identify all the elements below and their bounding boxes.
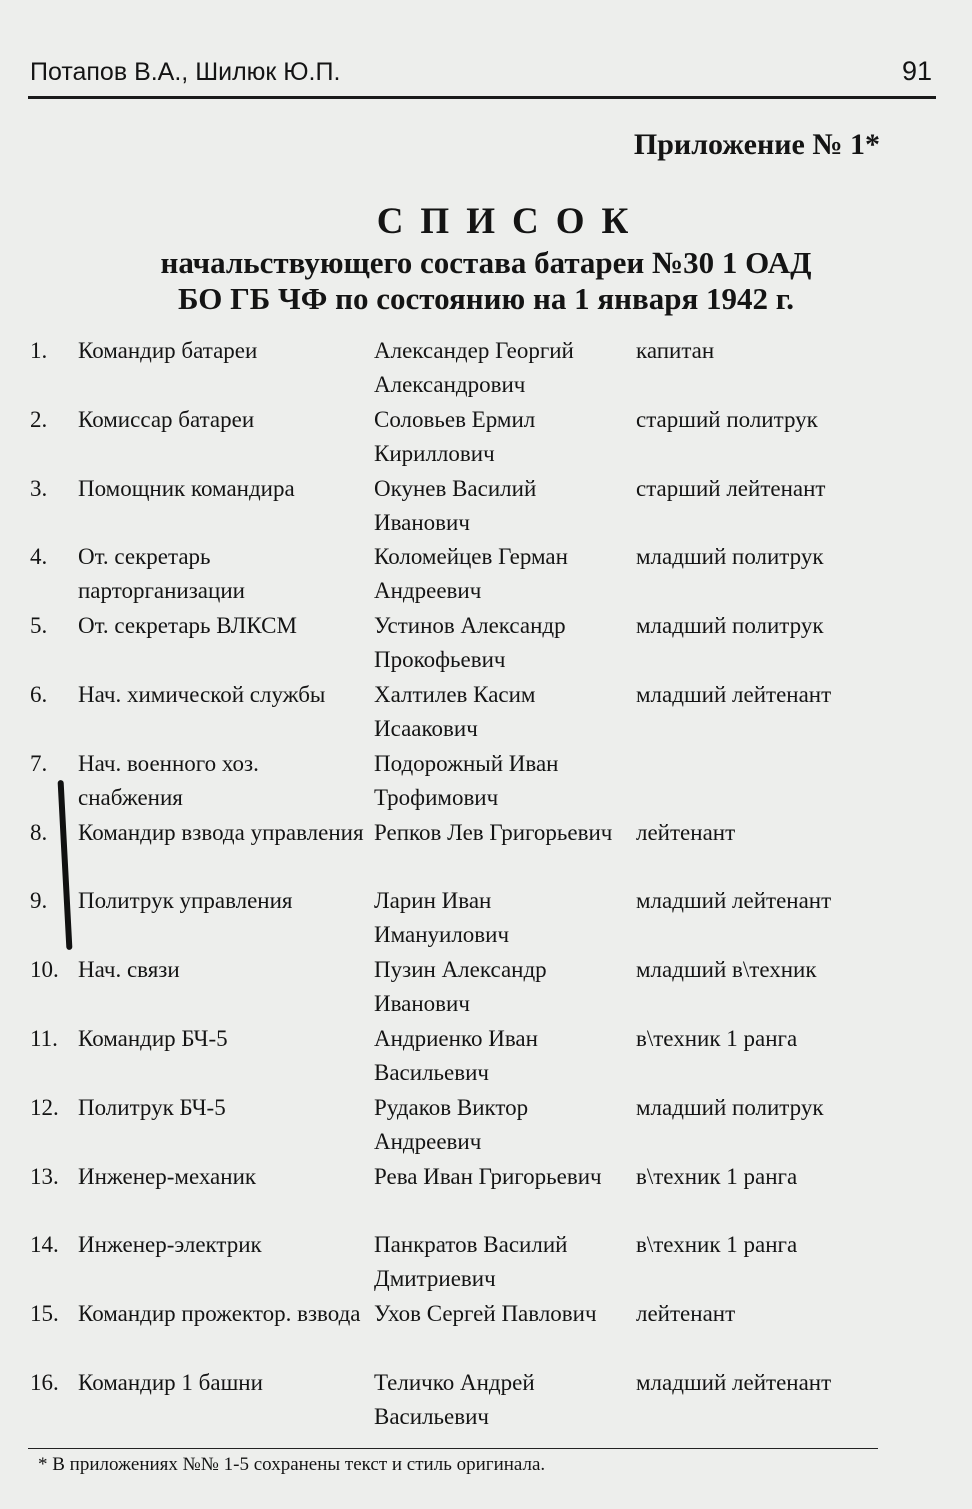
document-subtitle-line-1: начальствующего состава батареи №30 1 ОАД — [160, 245, 812, 280]
list-item — [0, 674, 972, 743]
footnote-divider — [28, 1448, 878, 1449]
item-number: 14. — [30, 1232, 59, 1258]
item-name: Рева Иван Григорьевич — [374, 1163, 602, 1189]
item-rank: младший лейтенант — [636, 681, 832, 707]
item-rank: старший политрук — [636, 406, 818, 432]
item-name: Ларин Иван Имануилович — [374, 888, 510, 948]
document-title: СПИСОК — [376, 201, 646, 242]
item-rank: младший политрук — [636, 544, 824, 570]
list-item — [0, 743, 972, 812]
list-item — [0, 399, 972, 468]
item-number: 16. — [30, 1369, 59, 1395]
list-item — [0, 1087, 972, 1156]
item-rank: младший лейтенант — [636, 1369, 832, 1395]
item-number: 12. — [30, 1094, 59, 1120]
item-name: Ухов Сергей Павлович — [374, 1301, 597, 1327]
item-name: Подорожный Иван Трофимович — [374, 750, 559, 810]
item-name: Коломейцев Герман Андреевич — [374, 544, 568, 604]
footnote: * В приложениях №№ 1-5 сохранены текст и стиль оригинала. — [38, 1454, 546, 1475]
item-name: Окунев Василий Иванович — [374, 475, 537, 535]
personnel-list — [0, 330, 972, 1431]
item-name: Устинов Александр Прокофьевич — [374, 613, 566, 673]
item-number: 9. — [30, 888, 48, 914]
item-rank: старший лейтенант — [636, 475, 826, 501]
list-item — [0, 1156, 972, 1225]
list-item — [0, 812, 972, 881]
item-number: 15. — [30, 1301, 59, 1327]
item-rank: лейтенант — [636, 819, 736, 845]
item-name: Теличко Андрей Васильевич — [374, 1369, 535, 1429]
list-item — [0, 468, 972, 537]
item-number: 11. — [30, 1025, 58, 1051]
item-rank: младший политрук — [636, 613, 824, 639]
item-number: 5. — [30, 613, 48, 639]
list-item — [0, 605, 972, 674]
item-position: Командир взвода управления — [78, 819, 364, 845]
item-rank: младший лейтенант — [636, 888, 832, 914]
item-position: Командир 1 башни — [78, 1369, 263, 1395]
item-number: 4. — [30, 544, 48, 570]
item-position: Нач. химической службы — [78, 681, 326, 707]
list-item — [0, 949, 972, 1018]
item-name: Халтилев Касим Исаакович — [374, 681, 536, 741]
item-position: Политрук управления — [78, 888, 293, 914]
item-rank: в\техник 1 ранга — [636, 1163, 798, 1189]
item-position: Командир батареи — [78, 338, 258, 363]
item-name: Андриенко Иван Васильевич — [374, 1025, 538, 1085]
item-number: 7. — [30, 750, 48, 776]
list-item — [0, 1224, 972, 1293]
item-number: 10. — [30, 957, 59, 983]
item-rank: младший в\техник — [636, 957, 817, 983]
list-item — [0, 330, 972, 399]
list-item — [0, 880, 972, 949]
item-position: Политрук БЧ-5 — [78, 1094, 226, 1120]
item-rank: в\техник 1 ранга — [636, 1025, 798, 1051]
item-number: 13. — [30, 1163, 59, 1189]
item-position: Нач. военного хоз. снабжения — [78, 750, 259, 810]
item-rank: в\техник 1 ранга — [636, 1232, 798, 1258]
item-name: Репков Лев Григорьевич — [374, 819, 613, 845]
item-position: Нач. связи — [78, 957, 180, 983]
item-number: 6. — [30, 681, 48, 707]
item-position: Инженер-механик — [78, 1163, 257, 1189]
item-position: Командир прожектор. взвода — [78, 1301, 361, 1327]
item-name: Рудаков Виктор Андреевич — [374, 1094, 529, 1154]
page-number: 91 — [901, 56, 932, 86]
item-number: 8. — [30, 819, 48, 845]
item-name: Пузин Александр Иванович — [374, 957, 547, 1017]
item-number: 2. — [30, 406, 48, 432]
item-number: 1. — [30, 338, 48, 363]
item-name: Панкратов Василий Дмитриевич — [374, 1232, 568, 1292]
item-position: От. секретарь парторганизации — [78, 544, 245, 604]
list-item — [0, 1362, 972, 1431]
item-number: 3. — [30, 475, 48, 501]
item-rank: младший политрук — [636, 1094, 824, 1120]
list-item — [0, 536, 972, 605]
appendix-label: Приложение № 1* — [633, 128, 880, 161]
document-subtitle-line-2: БО ГБ ЧФ по состоянию на 1 января 1942 г. — [177, 281, 795, 316]
item-position: Инженер-электрик — [78, 1232, 262, 1258]
item-position: Помощник командира — [78, 475, 295, 501]
list-item — [0, 1018, 972, 1087]
item-name: Соловьев Ермил Кириллович — [374, 406, 536, 466]
item-position: От. секретарь ВЛКСМ — [78, 613, 297, 639]
item-name: Александер Георгий Александрович — [374, 338, 574, 397]
running-header — [28, 52, 936, 99]
list-item — [0, 1293, 972, 1362]
item-rank: капитан — [636, 338, 715, 363]
item-position: Комиссар батареи — [78, 406, 255, 432]
header-authors: Потапов В.А., Шилюк Ю.П. — [30, 58, 341, 86]
item-position: Командир БЧ-5 — [78, 1025, 228, 1051]
item-rank: лейтенант — [636, 1301, 736, 1327]
